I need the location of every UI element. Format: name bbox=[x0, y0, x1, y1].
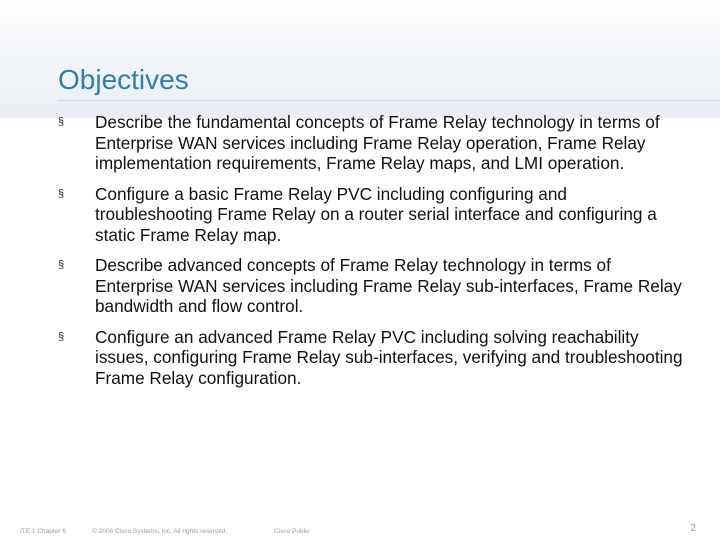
bullet-marker-icon: § bbox=[58, 116, 65, 128]
page-number: 2 bbox=[690, 523, 696, 534]
objective-text: Describe the fundamental concepts of Frame Relay technology in terms of Enterprise WAN services including Frame Relay operation, Frame Relay implementation requirements, Frame Relay maps, and LMI operation. bbox=[95, 112, 660, 173]
objective-item bbox=[58, 112, 688, 174]
objective-item bbox=[58, 184, 688, 246]
objective-text: Configure an advanced Frame Relay PVC including solving reachability issues, configuring Frame Relay sub-interfaces, verifying and troubleshooting Frame Relay configuration. bbox=[95, 326, 683, 388]
footer-course-label: ITE 1 Chapter 6 bbox=[20, 528, 66, 535]
objective-item bbox=[58, 327, 688, 389]
objectives-list bbox=[58, 112, 688, 398]
footer-copyright: © 2006 Cisco Systems, Inc. All rights reserved. bbox=[92, 528, 228, 535]
footer-classification: Cisco Public bbox=[274, 528, 310, 535]
title-divider bbox=[58, 100, 720, 101]
objective-text: Describe advanced concepts of Frame Relay technology in terms of Enterprise WAN services including Frame Relay sub-interfaces, Frame Relay bandwidth and flow control. bbox=[95, 255, 682, 316]
objective-item bbox=[58, 255, 688, 317]
bullet-marker-icon: § bbox=[58, 259, 65, 271]
bullet-marker-icon: § bbox=[58, 330, 65, 343]
objective-text: Configure a basic Frame Relay PVC including configuring and troubleshooting Frame Relay on a router serial interface and configuring a static Frame Relay map. bbox=[95, 183, 657, 245]
slide-title: Objectives bbox=[58, 64, 189, 95]
bullet-marker-icon: § bbox=[58, 187, 65, 200]
